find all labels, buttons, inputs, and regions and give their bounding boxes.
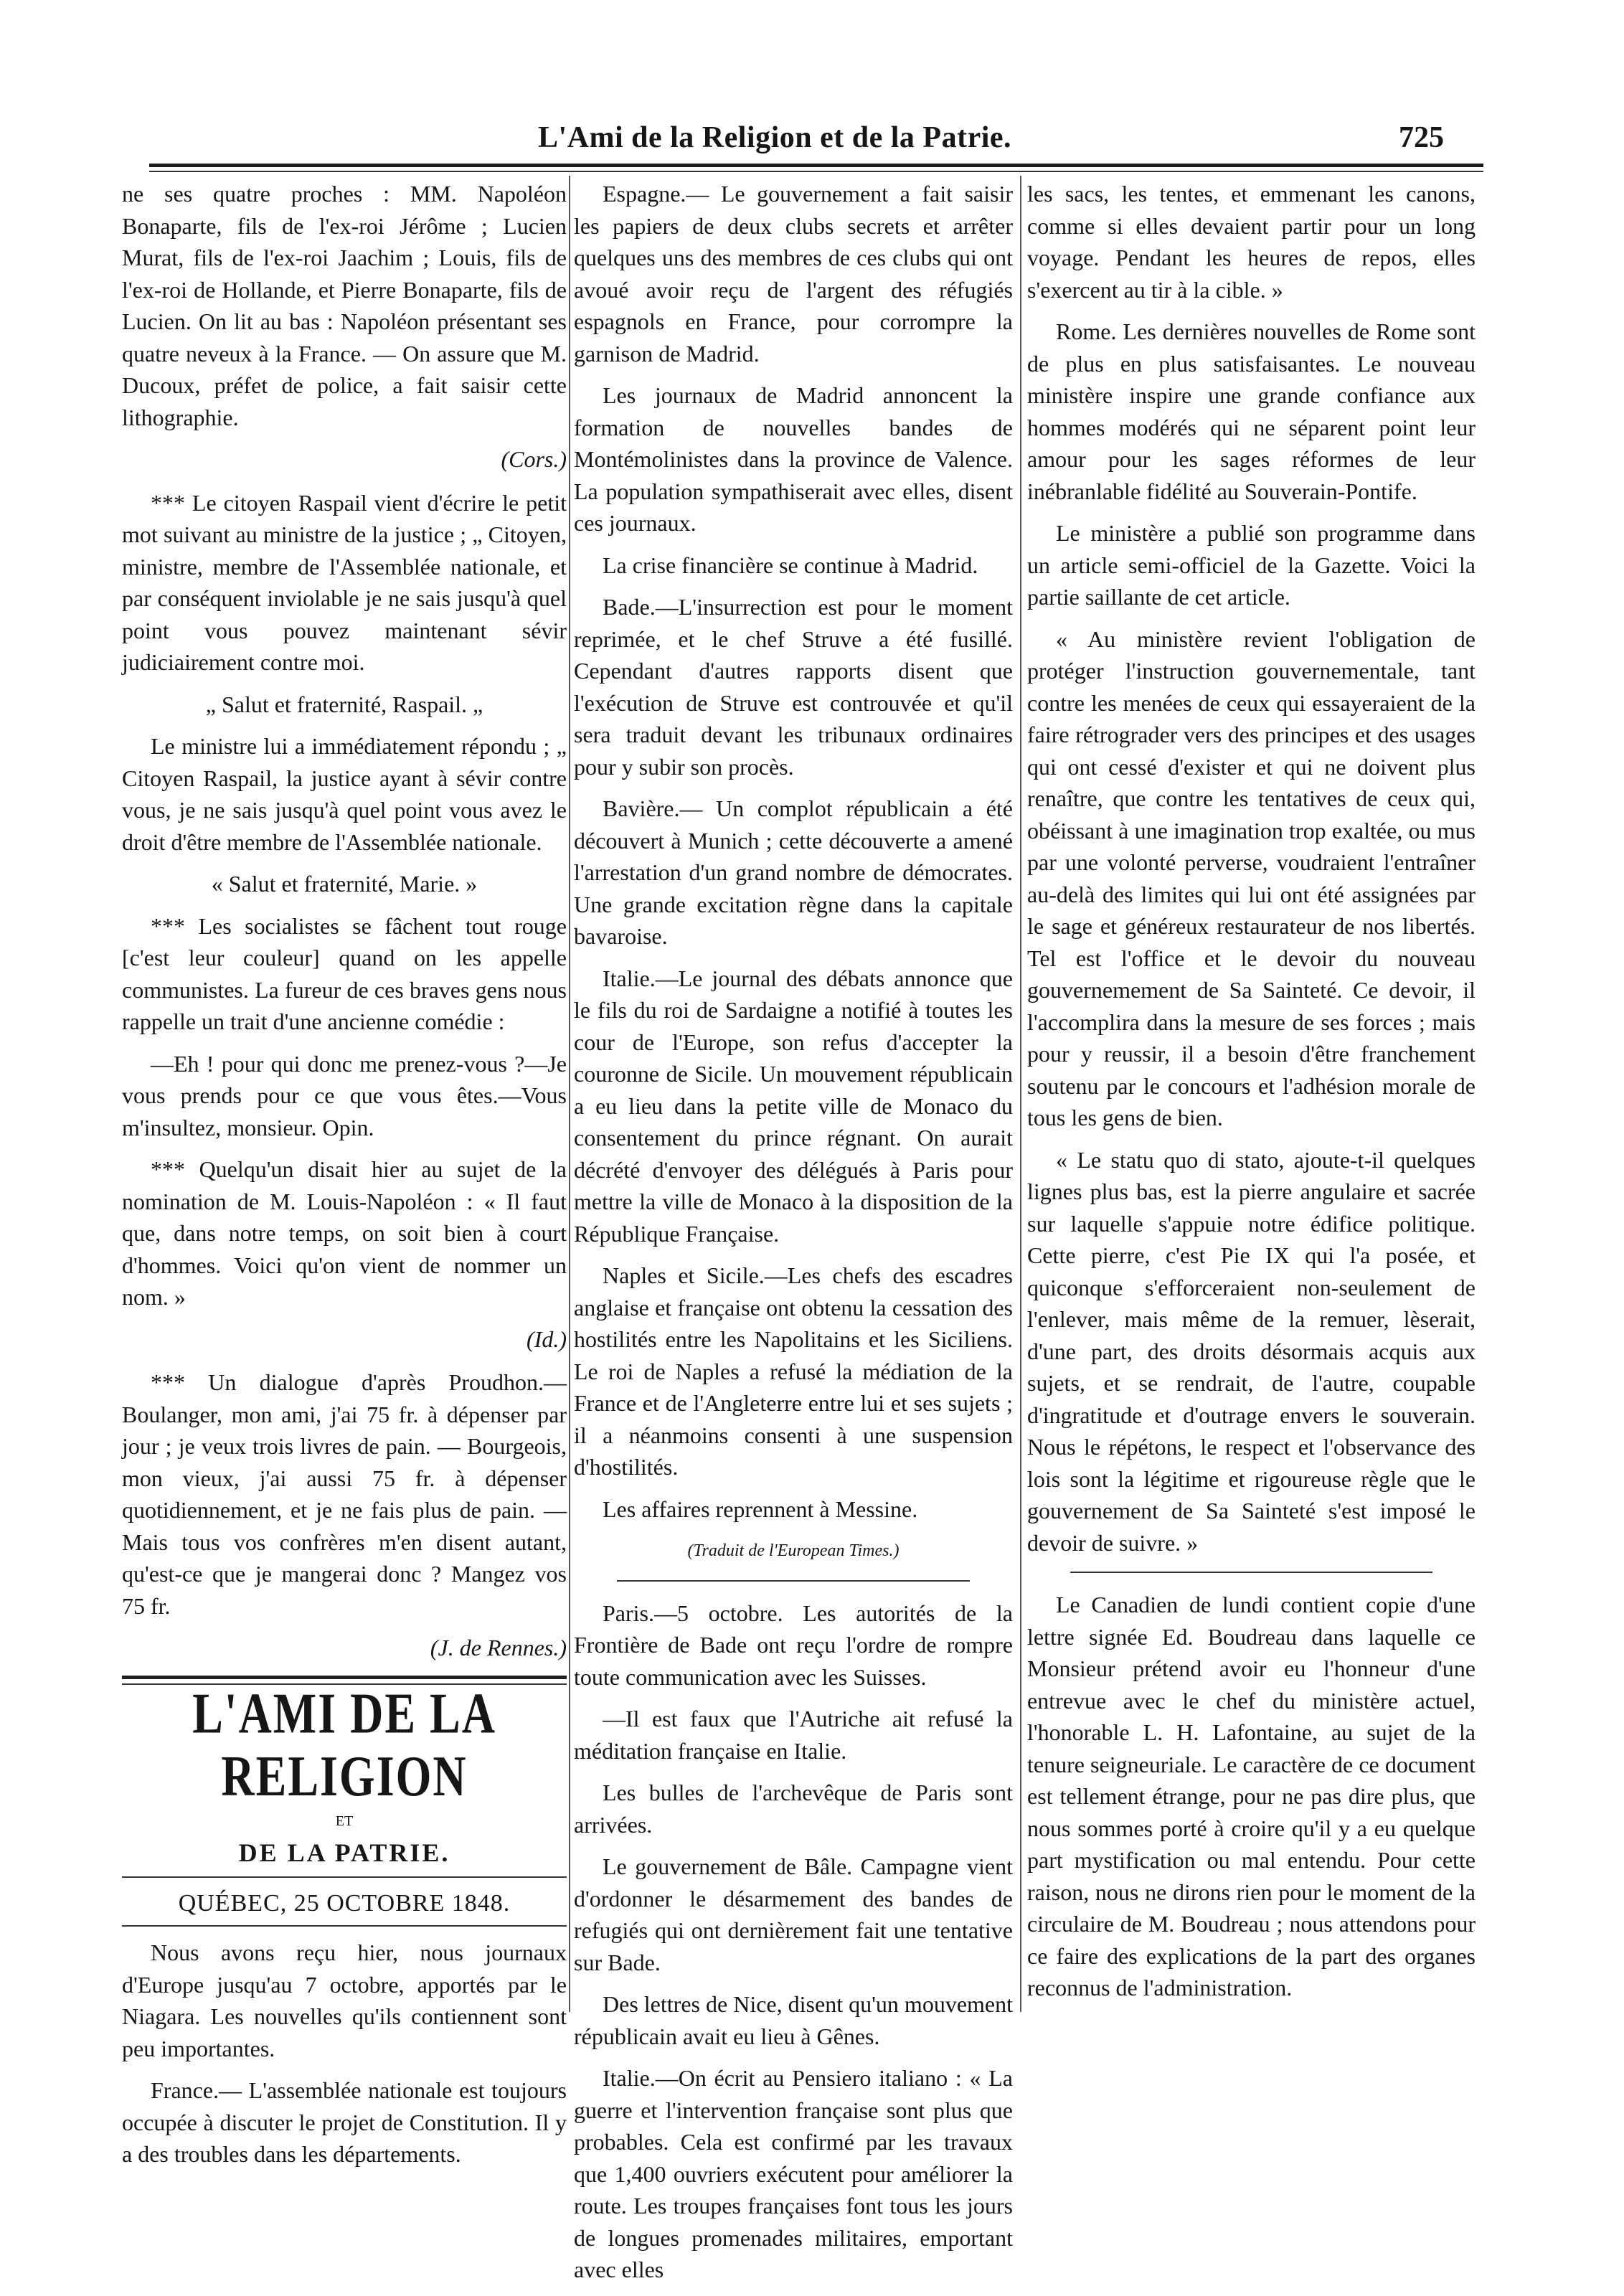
masthead-et: ET: [335, 1813, 354, 1829]
article-separator: [617, 1580, 970, 1582]
article-paragraph: les sacs, les tentes, et emmenant les canons, comme si elles devaient partir pour un long voyage. Pendant les heures de repos, elles s'exercent au tir à la cible. »: [1027, 181, 1476, 303]
article-paragraph: Les affaires reprennent à Messine.: [603, 1496, 918, 1522]
masthead-title: L'AMI DE LA RELIGION: [192, 1681, 496, 1808]
signature: « Salut et fraternité, Marie. »: [211, 871, 478, 897]
column-1-articles: [122, 178, 567, 1664]
column-2: [574, 178, 1013, 2296]
article-separator: [1070, 1572, 1432, 1573]
masthead: [122, 1681, 567, 1927]
signature: (Cors.): [501, 446, 567, 472]
article-paragraph: Des lettres de Nice, disent qu'un mouvement républicain avait eu lieu à Gênes.: [574, 1991, 1013, 2049]
article-paragraph: —Eh ! pour qui donc me prenez-vous ?—Je vous prends pour ce que vous êtes.—Vous m'insultez, monsieur. Opin.: [122, 1050, 567, 1140]
masthead-bottom-rule: [122, 1925, 567, 1927]
signature: (J. de Rennes.): [430, 1635, 567, 1660]
masthead-dateline: QUÉBEC, 25 OCTOBRE 1848.: [178, 1889, 511, 1917]
article-paragraph: —Il est faux que l'Autriche ait refusé la méditation française en Italie.: [574, 1706, 1013, 1764]
article-paragraph: Le gouvernement de Bâle. Campagne vient d'ordonner le désarmement des bandes de refugiés qui ont dernièrement fait une tentative sur Bade.: [574, 1853, 1013, 1975]
article-paragraph: Rome. Les dernières nouvelles de Rome sont de plus en plus satisfaisantes. Le nouveau ministère inspire une grande confiance aux hommes modérés qui ne séparent point leur amour pour les sages réformes de leur inébranlable fidélité au Souverain-Pontife.: [1027, 318, 1476, 504]
article-paragraph: Nous avons reçu hier, nous journaux d'Europe jusqu'au 7 octobre, apportés par le Niagara. Les nouvelles qu'ils contiennent sont peu importantes.: [122, 1940, 567, 2061]
column-divider: [569, 176, 570, 2012]
article-paragraph: Bade.—L'insurrection est pour le moment reprimée, et le chef Struve a été fusillé. Cependant d'autres rapports disent que l'exécution de Struve est controuvée et qu'il sera traduit devant les tribunaux ordinaires pour y subir son procès.: [574, 594, 1013, 780]
article-paragraph: *** Le citoyen Raspail vient d'écrire le petit mot suivant au ministre de la justice ; „ Citoyen, ministre, membre de l'Assemblée nationale, et par conséquent inviolable je ne sais jusqu'à quel point vous pouvez maintenant sévir judiciairement contre moi.: [122, 489, 567, 675]
article-paragraph: Naples et Sicile.—Les chefs des escadres anglaise et française ont obtenu la cessation des hostilités entre les Napolitains et les Siciliens. Le roi de Naples a refusé la médiation de la France et de l'Angleterre entre lui et ses sujets ; il a néanmoins consenti à une suspension d'hostilités.: [574, 1262, 1013, 1480]
article-paragraph: Paris.—5 octobre. Les autorités de la Frontière de Bade ont reçu l'ordre de rompre toute communication avec les Suisses.: [574, 1600, 1013, 1690]
column-divider: [1020, 176, 1021, 2012]
signature: (Id.): [527, 1326, 567, 1352]
signature: „ Salut et fraternité, Raspail. „: [205, 691, 483, 717]
header-rule: [149, 164, 1483, 167]
article-paragraph: *** Quelqu'un disait hier au sujet de la nomination de M. Louis-Napoléon : « Il faut que, dans notre temps, on soit bien à court d'hommes. Voici qu'on vient de nommer un nom. »: [122, 1156, 567, 1310]
article-paragraph: Le ministre lui a immédiatement répondu ; „ Citoyen Raspail, la justice ayant à sévir contre vous, je ne sais jusqu'à quel point vous avez le droit d'être membre de l'Assemblée nationale.: [122, 733, 567, 855]
article-paragraph: La crise financière se continue à Madrid.: [603, 552, 978, 578]
article-paragraph: Les journaux de Madrid annoncent la formation de nouvelles bandes de Montémolinistes dans la province de Valence. La population sympathiserait avec elles, disent ces journaux.: [574, 382, 1013, 536]
article-paragraph: *** Les socialistes se fâchent tout rouge [c'est leur couleur] quand on les appelle communistes. La fureur de ces braves gens nous rappelle un trait d'une ancienne comédie :: [122, 912, 567, 1034]
article-paragraph: *** Un dialogue d'après Proudhon.—Boulanger, mon ami, j'ai 75 fr. à dépenser par jour ; je veux trois livres de pain. — Bourgeois, mon vieux, j'ai aussi 75 fr. à dépenser quotidiennement, et je ne fais plus de pain. — Mais tous vos confrères m'en disent autant, qu'est-ce que je mangerai donc ? Mangez vos 75 fr.: [122, 1369, 567, 1619]
masthead-subtitle: DE LA PATRIE.: [238, 1838, 450, 1867]
article-paragraph: Espagne.— Le gouvernement a fait saisir les papiers de deux clubs secrets et arrêter quelques uns des membres de ces clubs qui ont avoué avoir reçu de l'argent des réfugiés espagnols en France, pour corrompre la garnison de Madrid.: [574, 181, 1013, 367]
masthead-top-rule: [122, 1676, 567, 1679]
running-title: L'Ami de la Religion et de la Patrie.: [537, 121, 1012, 154]
article-paragraph: Le Canadien de lundi contient copie d'une lettre signée Ed. Boudreau dans laquelle ce Monsieur prétend avoir eu l'honneur d'une entrevue avec le chef du ministère actuel, l'honorable L. H. Lafontaine, au sujet de la tenure seigneuriale. Le caractère de ce document est tellement étrange, pour ne pas dire plus, que nous sommes porté à croire qu'il y a eu quelque part mystification ou mal entendu. Pour cette raison, nous ne dirons rien pour le moment de la circulaire de M. Boudreau ; nous attendons pour ce faire des explications de la part des organes reconnus de l'administration.: [1027, 1592, 1476, 2000]
article-paragraph: Italie.—On écrit au Pensiero italiano : « La guerre et l'intervention française sont plus que probables. Cela est confirmé par les travaux que 1,400 ouvriers exécutent pour améliorer la route. Les troupes françaises font tous les jours de longues promenades militaires, emportant avec elles: [574, 2065, 1013, 2282]
article-paragraph: Italie.—Le journal des débats annonce que le fils du roi de Sardaigne a notifié à toutes les cour de l'Europe, son refus d'accepter la couronne de Sicile. Un mouvement républicain a eu lieu dans la petite ville de Monaco du consentement du prince régnant. On aurait décrété d'envoyer des délégués à Paris pour mettre la ville de Monaco à la disposition de la République Française.: [574, 965, 1013, 1247]
article-paragraph: Le ministère a publié son programme dans un article semi-officiel de la Gazette. Voici la partie saillante de cet article.: [1027, 520, 1476, 610]
column-1: [122, 178, 567, 2181]
header-rule-thin: [149, 171, 1483, 172]
article-paragraph: Les bulles de l'archevêque de Paris sont arrivées.: [574, 1780, 1013, 1838]
article-paragraph: ne ses quatre proches : MM. Napoléon Bonaparte, fils de l'ex-roi Jérôme ; Lucien Murat, fils de l'ex-roi Jaachim ; Louis, fils de l'ex-roi de Hollande, et Pierre Bonaparte, fils de Lucien. On lit au bas : Napoléon présentant ses quatre neveux à la France. — On assure que M. Ducoux, préfet de police, a fait saisir cette lithographie.: [122, 181, 567, 430]
column-3: [1027, 178, 1476, 2014]
article-paragraph: Bavière.— Un complot républicain a été découvert à Munich ; cette découverte a amené l'arrestation d'un grand nombre de démocrates. Une grande excitation règne dans la capitale bavaroise.: [574, 795, 1013, 949]
masthead-rule: [122, 1876, 567, 1878]
source-credit: (Traduit de l'European Times.): [687, 1541, 900, 1560]
article-paragraph: France.— L'assemblée nationale est toujours occupée à discuter le projet de Constitution. Il y a des troubles dans les départements.: [122, 2077, 567, 2167]
column-1-editorial: [122, 1937, 567, 2170]
article-paragraph: « Le statu quo di stato, ajoute-t-il quelques lignes plus bas, est la pierre angulaire et sacrée sur laquelle s'appuie notre édifice politique. Cette pierre, c'est Pie IX qui l'a posée, et quiconque s'efforceraient non-seulement de l'enlever, mais même de la remuer, lèserait, d'une part, des droits désormais acquis aux sujets, et se rendrait, de l'autre, coupable d'ingratitude et d'outrage envers le souverain. Nous le répétons, le respect et l'observance des lois sont la légitime et rigoureuse règle que le gouvernement de Sa Sainteté s'est imposé le devoir de suivre. »: [1027, 1146, 1476, 1556]
article-paragraph: « Au ministère revient l'obligation de protéger l'instruction gouvernementale, tant contre les menées de ceux qui essayeraient de la faire rétrograder vers des principes et des usages qui ont cessé d'exister et qui ne doivent plus renaître, que contre les tentatives de ceux qui, obéissant à une imagination trop exaltée, ou mus par une volonté perverse, voudraient l'entraîner au-delà des limites qui lui ont été assignées par le sage et généreux restaurateur de nos libertés. Tel est l'office et le devoir du nouveau gouvernemement de Sa Sainteté. Ce devoir, il l'accomplira dans la mesure de ses forces ; mais pour y reussir, il a besoin d'être franchement soutenu par le concours et l'adhésion morale de tous les gens de bien.: [1027, 625, 1476, 1130]
page-number: 725: [1399, 121, 1444, 154]
